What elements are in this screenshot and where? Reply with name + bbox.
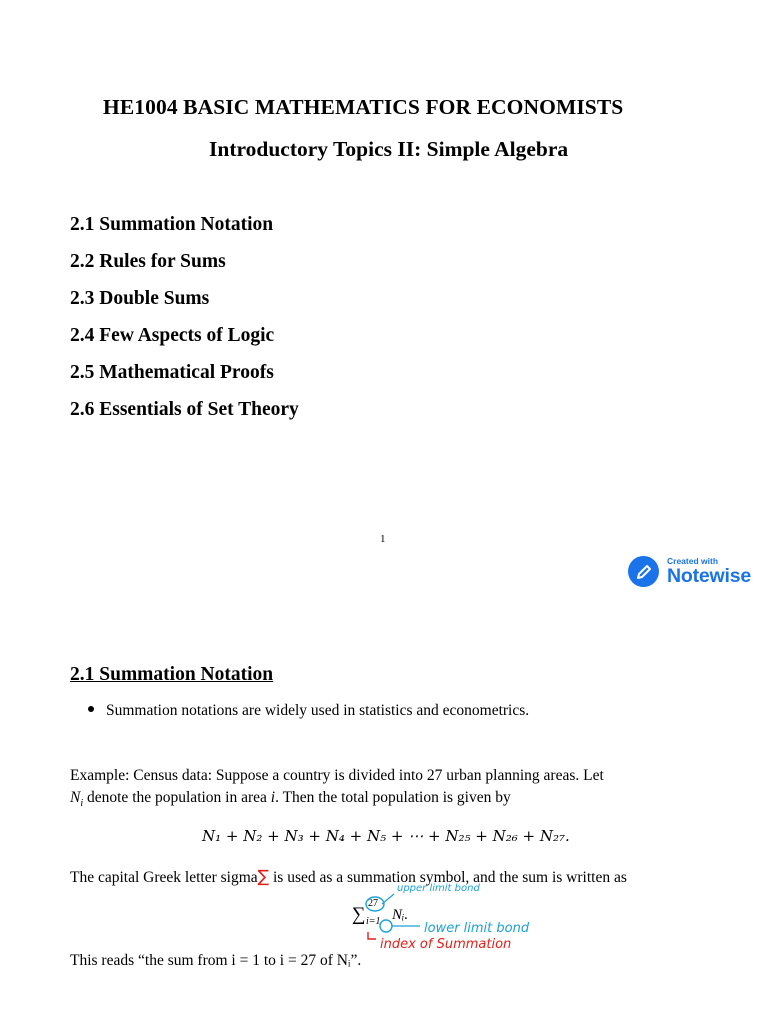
notewise-badge: [628, 556, 751, 587]
table-of-contents: [70, 213, 299, 435]
example-paragraph: [70, 765, 712, 815]
badge-caption: Created with: [667, 556, 719, 566]
reads-line: This reads “the sum from i = 1 to i = 27 of Nᵢ”.: [70, 952, 362, 969]
toc-item: 2.6 Essentials of Set Theory: [70, 399, 299, 420]
example-line-2: $N_i$ denote the population in area i. Then the total population is given by: [70, 789, 511, 810]
example-line-1: Example: Census data: Suppose a country is divided into 27 urban planning areas. Let: [70, 767, 604, 784]
course-title: HE1004 BASIC MATHEMATICS FOR ECONOMISTS: [103, 95, 624, 119]
toc-item: 2.3 Double Sums: [70, 288, 210, 309]
annotation-lower-limit: lower limit bond: [424, 921, 530, 936]
bullet-text: Summation notations are widely used in statistics and econometrics.: [106, 702, 530, 719]
sum-lower-limit: i=1: [366, 916, 381, 927]
bullet-item: [88, 702, 529, 720]
pencil-icon: [628, 556, 659, 587]
sum-upper-limit: 27: [368, 898, 378, 909]
sigma-symbol: ∑: [352, 904, 366, 925]
annotation-index: index of Summation: [380, 937, 512, 952]
toc-item: 2.2 Rules for Sums: [70, 251, 226, 272]
toc-item: 2.4 Few Aspects of Logic: [70, 325, 275, 346]
toc-item: 2.1 Summation Notation: [70, 214, 274, 235]
toc-item: 2.5 Mathematical Proofs: [70, 362, 274, 383]
sum-term: Nᵢ.: [392, 907, 409, 923]
section-heading: 2.1 Summation Notation: [70, 664, 274, 685]
sigma-line: The capital Greek letter sigma∑ is used as a summation symbol, and the sum is written as: [70, 867, 627, 887]
bullet-dot: [88, 706, 94, 712]
chapter-subtitle: Introductory Topics II: Simple Algebra: [209, 137, 569, 161]
badge-brand: Notewise: [667, 564, 752, 587]
sigma-icon: ∑: [257, 867, 270, 887]
population-sum-equation: N₁ + N₂ + N₃ + N₄ + N₅ + ⋯ + N₂₅ + N₂₆ + N₂₇.: [202, 827, 570, 845]
annotation-upper-limit: upper limit bond: [397, 883, 480, 894]
page-number: 1: [380, 533, 386, 545]
